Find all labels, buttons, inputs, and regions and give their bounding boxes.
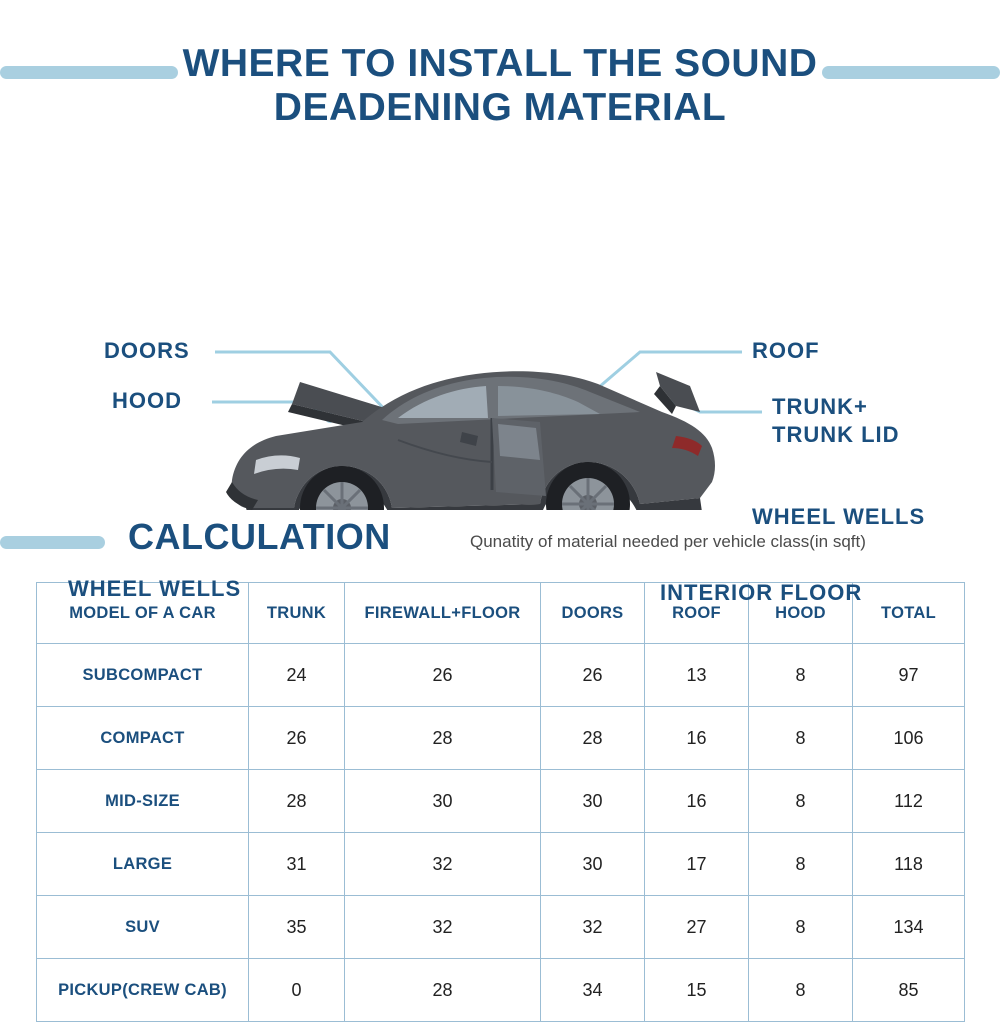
title-decor-bar-left bbox=[0, 66, 178, 79]
label-interior-floor: INTERIOR FLOOR bbox=[660, 580, 863, 605]
label-trunk-line1: TRUNK+ bbox=[772, 394, 868, 419]
table-row bbox=[37, 770, 965, 833]
cell-doors: 32 bbox=[541, 896, 645, 959]
title-decor-bar-right bbox=[822, 66, 1000, 79]
cell-model: SUV bbox=[37, 896, 249, 959]
cell-hood: 8 bbox=[749, 644, 853, 707]
cell-hood: 8 bbox=[749, 770, 853, 833]
column-header-total: TOTAL bbox=[853, 583, 965, 644]
calculation-title: CALCULATION bbox=[128, 516, 391, 557]
table-row bbox=[37, 896, 965, 959]
cell-total: 118 bbox=[853, 833, 965, 896]
column-header-model: MODEL OF A CAR bbox=[37, 583, 249, 644]
cell-trunk: 35 bbox=[249, 896, 345, 959]
cell-trunk: 26 bbox=[249, 707, 345, 770]
cell-roof: 16 bbox=[645, 707, 749, 770]
cell-firewall-floor: 32 bbox=[345, 833, 541, 896]
calculation-subtitle: Qunatity of material needed per vehicle class(in sqft) bbox=[470, 532, 866, 551]
cell-model: MID-SIZE bbox=[37, 770, 249, 833]
cell-hood: 8 bbox=[749, 896, 853, 959]
calculation-heading bbox=[0, 514, 1000, 574]
cell-roof: 16 bbox=[645, 770, 749, 833]
cell-firewall-floor: 26 bbox=[345, 644, 541, 707]
cell-doors: 28 bbox=[541, 707, 645, 770]
cell-trunk: 28 bbox=[249, 770, 345, 833]
cell-model: LARGE bbox=[37, 833, 249, 896]
cell-doors: 26 bbox=[541, 644, 645, 707]
table-row bbox=[37, 707, 965, 770]
column-header-trunk: TRUNK bbox=[249, 583, 345, 644]
column-header-doors: DOORS bbox=[541, 583, 645, 644]
cell-hood: 8 bbox=[749, 959, 853, 1022]
cell-firewall-floor: 28 bbox=[345, 707, 541, 770]
cell-total: 85 bbox=[853, 959, 965, 1022]
cell-total: 134 bbox=[853, 896, 965, 959]
column-header-roof: ROOF bbox=[645, 583, 749, 644]
calculation-table-wrapper bbox=[36, 582, 964, 1022]
calculation-decor-bar bbox=[0, 536, 105, 549]
cell-firewall-floor: 28 bbox=[345, 959, 541, 1022]
cell-trunk: 31 bbox=[249, 833, 345, 896]
cell-roof: 15 bbox=[645, 959, 749, 1022]
cell-hood: 8 bbox=[749, 707, 853, 770]
page-title: WHERE TO INSTALL THE SOUND DEADENING MATERIAL bbox=[182, 42, 818, 129]
cell-model: COMPACT bbox=[37, 707, 249, 770]
label-wheel-wells-left: WHEEL WELLS bbox=[68, 576, 242, 601]
cell-model: PICKUP(CREW CAB) bbox=[37, 959, 249, 1022]
cell-total: 112 bbox=[853, 770, 965, 833]
cell-doors: 30 bbox=[541, 833, 645, 896]
column-header-firewall-floor: FIREWALL+FLOOR bbox=[345, 583, 541, 644]
table-row bbox=[37, 644, 965, 707]
table-row bbox=[37, 833, 965, 896]
cell-trunk: 0 bbox=[249, 959, 345, 1022]
car-illustration bbox=[0, 160, 1000, 510]
cell-doors: 30 bbox=[541, 770, 645, 833]
column-header-hood: HOOD bbox=[749, 583, 853, 644]
cell-roof: 13 bbox=[645, 644, 749, 707]
label-doors: DOORS bbox=[104, 338, 190, 363]
label-trunk-line2: TRUNK LID bbox=[772, 422, 900, 447]
cell-trunk: 24 bbox=[249, 644, 345, 707]
table-body bbox=[37, 644, 965, 1022]
label-hood: HOOD bbox=[112, 388, 182, 413]
cell-firewall-floor: 32 bbox=[345, 896, 541, 959]
label-roof: ROOF bbox=[752, 338, 820, 363]
page-header bbox=[0, 0, 1000, 152]
calculation-table bbox=[36, 582, 965, 1022]
cell-total: 106 bbox=[853, 707, 965, 770]
cell-hood: 8 bbox=[749, 833, 853, 896]
table-row bbox=[37, 959, 965, 1022]
cell-model: SUBCOMPACT bbox=[37, 644, 249, 707]
cell-roof: 17 bbox=[645, 833, 749, 896]
cell-doors: 34 bbox=[541, 959, 645, 1022]
cell-firewall-floor: 30 bbox=[345, 770, 541, 833]
label-wheel-wells-right: WHEEL WELLS bbox=[752, 504, 926, 529]
cell-total: 97 bbox=[853, 644, 965, 707]
cell-roof: 27 bbox=[645, 896, 749, 959]
car-body-shape bbox=[220, 371, 720, 510]
